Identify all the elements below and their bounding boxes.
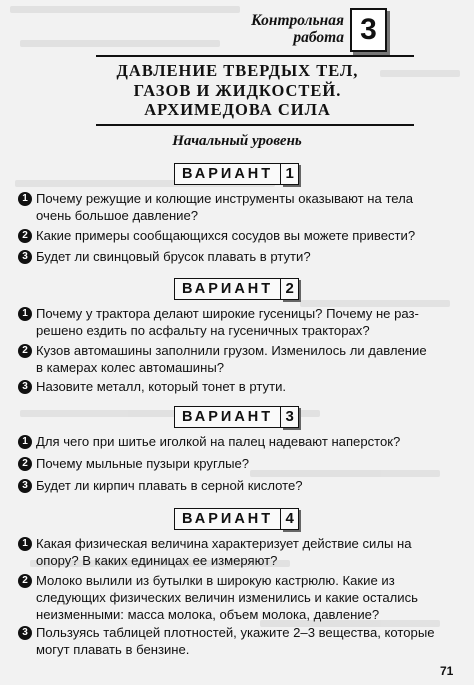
variant-2-question-3 <box>18 378 458 395</box>
question-text-line: Почему режущие и колющие инструменты оказывают на тела <box>36 191 414 206</box>
question-text-line: Будет ли свинцовый брусок плавать в ртути? <box>36 249 311 264</box>
variant-4-question-3 <box>18 624 458 658</box>
question-number-bullet: 1 <box>18 192 32 206</box>
question-text-line: Для чего при шитье иголкой на палец надевают наперсток? <box>36 434 401 449</box>
question-text-line: опору? В каких единицах ее измеряют? <box>36 553 278 568</box>
variant-2-question-1 <box>18 305 458 339</box>
question-text-line: Почему мыльные пузыри круглые? <box>36 456 250 471</box>
work-type-line: Контрольная <box>251 12 344 29</box>
question-number-bullet: 3 <box>18 626 32 640</box>
question-text-line: решено ездить по асфальту на гусеничных тракторах? <box>36 323 370 338</box>
page-number: 71 <box>440 664 454 678</box>
level-heading: Начальный уровень <box>172 133 302 149</box>
variant-4-question-1 <box>18 535 458 569</box>
question-text-line: Назовите металл, который тонет в ртути. <box>36 379 287 394</box>
variant-number: 4 <box>281 508 299 530</box>
question-number-bullet: 2 <box>18 344 32 358</box>
page-title <box>60 61 415 120</box>
variant-3-question-1 <box>18 433 458 450</box>
variant-1-question-2 <box>18 227 458 244</box>
question-text-line: Молоко вылили из бутылки в широкую кастрюлю. Какие из <box>36 573 395 588</box>
variant-2-heading <box>174 278 299 300</box>
variant-1-question-3 <box>18 248 458 265</box>
question-text-line: следующих физических величин изменились и какие остались <box>36 590 418 605</box>
title-rule-bottom <box>96 124 414 126</box>
title-line: АРХИМЕДОВА СИЛА <box>144 100 331 119</box>
variant-4-question-2 <box>18 572 458 623</box>
variant-2-question-2 <box>18 342 458 376</box>
title-line: ГАЗОВ И ЖИДКОСТЕЙ. <box>133 80 342 100</box>
question-text-line: Какие примеры сообщающихся сосудов вы можете привести? <box>36 228 416 243</box>
variant-3-question-3 <box>18 477 458 494</box>
work-type-heading <box>222 12 344 46</box>
variant-4-heading <box>174 508 299 530</box>
variant-1-heading <box>174 163 299 185</box>
variant-3-question-2 <box>18 455 458 472</box>
title-rule-top <box>96 55 414 57</box>
question-text-line: Какая физическая величина характеризует действие силы на <box>36 536 412 551</box>
question-number-bullet: 1 <box>18 537 32 551</box>
variant-label: ВАРИАНТ <box>174 406 281 428</box>
question-number-bullet: 3 <box>18 479 32 493</box>
question-text-line: Кузов автомашины заполнили грузом. Изменилось ли давление <box>36 343 427 358</box>
question-text-line: очень большое давление? <box>36 208 199 223</box>
question-number-bullet: 2 <box>18 457 32 471</box>
question-text-line: Почему у трактора делают широкие гусеницы? Почему не раз- <box>36 306 419 321</box>
question-number-bullet: 3 <box>18 250 32 264</box>
question-text-line: Будет ли кирпич плавать в серной кислоте? <box>36 478 303 493</box>
question-number-bullet: 2 <box>18 574 32 588</box>
question-text-line: в камерах колес автомашины? <box>36 360 225 375</box>
work-type-line: работа <box>293 29 344 46</box>
question-text-line: могут плавать в бензине. <box>36 642 190 657</box>
question-number-bullet: 2 <box>18 229 32 243</box>
question-number-bullet: 1 <box>18 435 32 449</box>
variant-number: 2 <box>281 278 299 300</box>
variant-1-question-1 <box>18 190 458 224</box>
title-line: ДАВЛЕНИЕ ТВЕРДЫХ ТЕЛ, <box>116 61 359 80</box>
variant-label: ВАРИАНТ <box>174 508 281 530</box>
variant-number: 1 <box>281 163 299 185</box>
question-number-bullet: 1 <box>18 307 32 321</box>
work-number-badge: 3 <box>350 8 387 52</box>
question-number-bullet: 3 <box>18 380 32 394</box>
question-text-line: Пользуясь таблицей плотностей, укажите 2–3 вещества, которые <box>36 625 435 640</box>
variant-3-heading <box>174 406 299 428</box>
variant-label: ВАРИАНТ <box>174 163 281 185</box>
question-text-line: неизменными: масса молока, объем молока, давление? <box>36 607 380 622</box>
variant-number: 3 <box>281 406 299 428</box>
variant-label: ВАРИАНТ <box>174 278 281 300</box>
